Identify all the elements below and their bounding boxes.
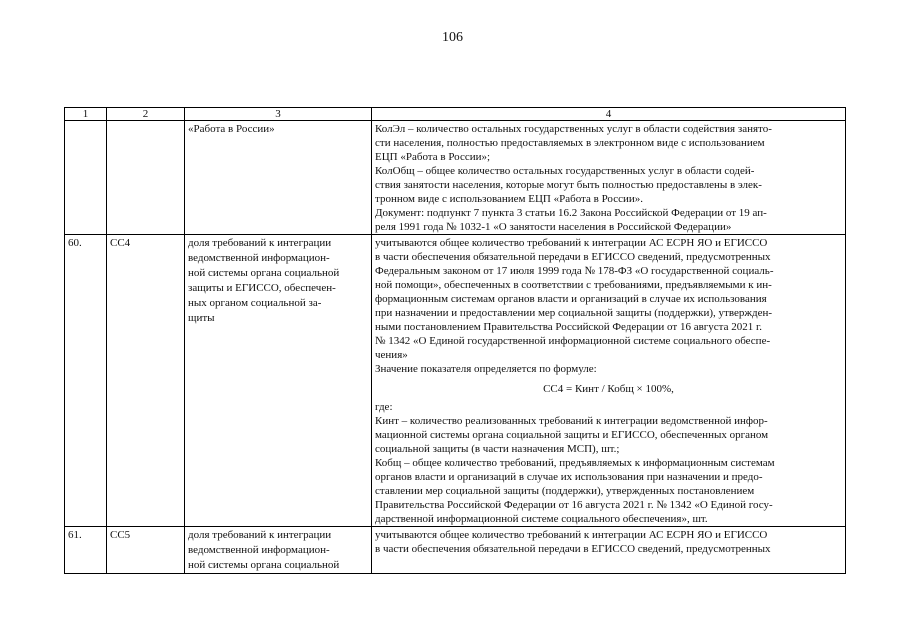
description-line: Документ: подпункт 7 пункта 3 статьи 16.2 Закона Российской Федерации от 19 ап- — [375, 207, 767, 219]
indicator-name-line: щиты — [188, 312, 215, 324]
indicator-description — [372, 527, 846, 574]
description-line: где: — [375, 401, 393, 413]
table-row — [65, 121, 846, 235]
indicator-name-line: ведомственной информацион- — [188, 544, 330, 556]
indicator-code: СС4 — [107, 235, 185, 527]
description-line: Значение показателя определяется по формуле: — [375, 363, 597, 375]
description-line: Кобщ – общее количество требований, предъявляемых к информационным системам — [375, 457, 775, 469]
page-number: 106 — [442, 30, 463, 45]
indicator-name-line: доля требований к интеграции — [188, 529, 332, 541]
description-line: № 1342 «О Единой государственной информационной системе социального обеспе- — [375, 335, 771, 347]
description-line: Федеральным законом от 17 июля 1999 года № 178-ФЗ «О государственной социаль- — [375, 265, 774, 277]
table-header-row — [65, 108, 846, 121]
description-line: тронном виде с использованием ЕЦП «Работа в России». — [375, 193, 643, 205]
indicator-name-line: защиты и ЕГИССО, обеспечен- — [188, 282, 336, 294]
indicator-name-line: ведомственной информацион- — [188, 252, 330, 264]
indicator-name-line: «Работа в России» — [188, 123, 275, 135]
description-line: сти населения, полностью предоставляемых в электронном виде с использованием — [375, 137, 765, 149]
description-line: дарственной информационной системе социального обеспечения», шт. — [375, 513, 708, 525]
description-line: органов власти и организаций в случае их использования при назначении и предо- — [375, 471, 763, 483]
description-line: учитываются общее количество требований к интеграции АС ЕСРН ЯО и ЕГИССО — [375, 529, 768, 541]
column-header-4: 4 — [372, 108, 846, 121]
indicator-name-line: ной системы органа социальной — [188, 559, 340, 571]
description-line: при назначении и предоставлении мер социальной защиты (поддержки), утвержден- — [375, 307, 772, 319]
description-line: ной помощи», обеспеченных в соответствии с требованиями, предъявляемыми к ин- — [375, 279, 772, 291]
indicator-name — [185, 235, 372, 527]
description-line: учитываются общее количество требований к интеграции АС ЕСРН ЯО и ЕГИССО — [375, 237, 768, 249]
description-line: Кинт – количество реализованных требований к интеграции ведомственной инфор- — [375, 415, 768, 427]
column-header-1: 1 — [65, 108, 107, 121]
formula: СС4 = Кинт / Кобщ × 100%, — [543, 383, 674, 395]
description-line: в части обеспечения обязательной передачи в ЕГИССО сведений, предусмотренных — [375, 251, 771, 263]
indicator-name-line: ной системы органа социальной — [188, 267, 340, 279]
description-line: формационным системам органов власти и организаций в случае их использования — [375, 293, 767, 305]
description-line: реля 1991 года № 1032-1 «О занятости населения в Российской Федерации» — [375, 221, 732, 233]
description-line: ЕЦП «Работа в России»; — [375, 151, 491, 163]
column-header-2: 2 — [107, 108, 185, 121]
description-line: КолОбщ – общее количество остальных государственных услуг в области содей- — [375, 165, 755, 177]
indicator-description — [372, 235, 846, 527]
indicator-name — [185, 121, 372, 235]
description-line: ствия занятости населения, которые могут быть полностью предоставлены в элек- — [375, 179, 762, 191]
description-line: социальной защиты (в части назначения МСП), шт.; — [375, 443, 620, 455]
indicator-table — [64, 107, 846, 574]
indicator-code: СС5 — [107, 527, 185, 574]
description-line: КолЭл – количество остальных государственных услуг в области содействия занято- — [375, 123, 772, 135]
description-line: Правительства Российской Федерации от 16 августа 2021 г. № 1342 «О Единой госу- — [375, 499, 773, 511]
description-line: ставлении мер социальной защиты (поддержки), утвержденных постановлением — [375, 485, 755, 497]
indicator-name — [185, 527, 372, 574]
indicator-name-line: ных органом социальной за- — [188, 297, 322, 309]
row-number: 60. — [65, 235, 107, 527]
column-header-3: 3 — [185, 108, 372, 121]
description-line: ными постановлением Правительства Российской Федерации от 16 августа 2021 г. — [375, 321, 763, 333]
row-number: 61. — [65, 527, 107, 574]
row-number — [65, 121, 107, 235]
table-row — [65, 235, 846, 527]
description-line: в части обеспечения обязательной передачи в ЕГИССО сведений, предусмотренных — [375, 543, 771, 555]
description-line: мационной системы органа социальной защиты и ЕГИССО, обеспеченных органом — [375, 429, 769, 441]
indicator-description — [372, 121, 846, 235]
indicator-name-line: доля требований к интеграции — [188, 237, 332, 249]
indicator-code — [107, 121, 185, 235]
description-line: чения» — [375, 349, 408, 361]
table-row — [65, 527, 846, 574]
